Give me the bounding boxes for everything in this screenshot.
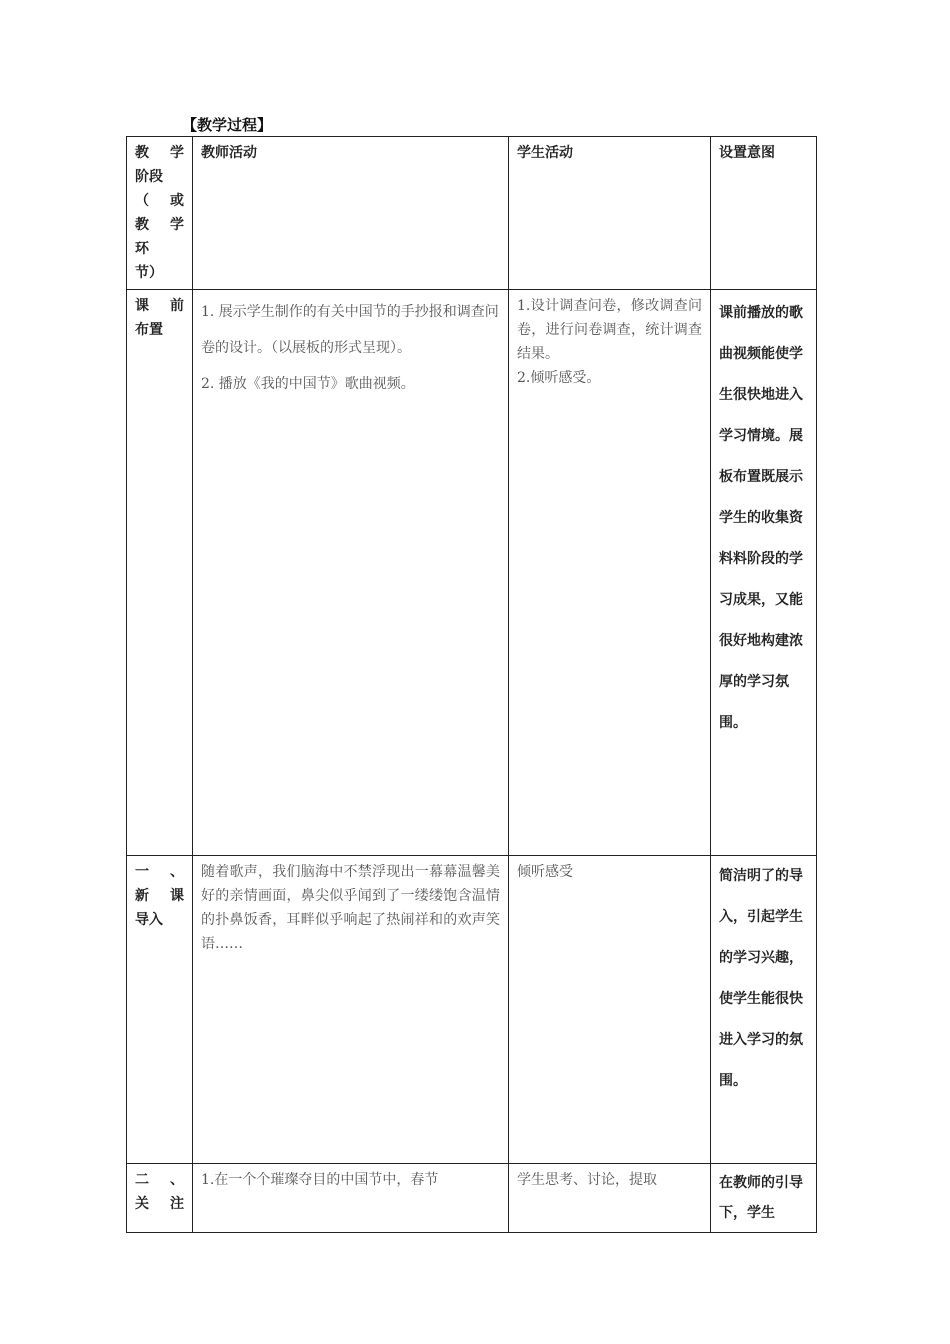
header-stage-line: 教 学: [135, 145, 184, 161]
header-stage-cell: [127, 137, 193, 290]
header-teacher: 教师活动: [193, 137, 509, 290]
table-header-row: [127, 137, 817, 290]
teacher-activity-item: 2. 播放《我的中国节》歌曲视频。: [201, 376, 415, 392]
student-activity-item: 1.设计调查问卷，修改调查问卷，进行问卷调查，统计调查结果。: [517, 298, 702, 362]
intent-cell: 在教师的引导下，学生: [711, 1164, 817, 1233]
student-activity-cell: [509, 290, 711, 856]
header-stage-line: 阶段: [135, 169, 163, 185]
student-activity-cell: 倾听感受: [509, 856, 711, 1164]
intent-cell: 课前播放的歌曲视频能使学生很快地进入学习情境。展板布置既展示学生的收集资料料阶段的学习成果，又能很好地构建浓厚的学习氛围。: [711, 290, 817, 856]
stage-line: 一 、: [135, 864, 184, 880]
intent-cell: 简洁明了的导入，引起学生的学习兴趣，使学生能很快进入学习的氛围。: [711, 856, 817, 1164]
stage-cell: [127, 290, 193, 856]
section-title: 【教学过程】: [182, 116, 273, 134]
teacher-activity-cell: 1.在一个个璀璨夺目的中国节中，春节: [193, 1164, 509, 1233]
teacher-activity-cell: [193, 290, 509, 856]
stage-line: 布置: [135, 322, 163, 338]
student-activity-cell: 学生思考、讨论，提取: [509, 1164, 711, 1233]
table-row: [127, 1164, 817, 1233]
stage-line: 关 注: [135, 1196, 184, 1212]
teacher-activity-cell: 随着歌声，我们脑海中不禁浮现出一幕幕温馨美好的亲情画面，鼻尖似乎闻到了一缕缕饱含温情的扑鼻饭香，耳畔似乎响起了热闹祥和的欢声笑语……: [193, 856, 509, 1164]
header-student: 学生活动: [509, 137, 711, 290]
stage-cell: [127, 856, 193, 1164]
stage-line: 新 课: [135, 888, 184, 904]
stage-line: 课 前: [135, 298, 184, 314]
table-row: [127, 290, 817, 856]
header-stage-line: 教 学: [135, 217, 184, 233]
header-stage-line: 节）: [135, 265, 163, 281]
table-row: [127, 856, 817, 1164]
header-stage-line: （ 或: [135, 193, 184, 209]
teaching-process-table: [126, 136, 817, 1233]
stage-cell: [127, 1164, 193, 1233]
header-intent: 设置意图: [711, 137, 817, 290]
teacher-activity-item: 1. 展示学生制作的有关中国节的手抄报和调查问卷的设计。（以展板的形式呈现）。: [201, 304, 499, 356]
stage-line: 二 、: [135, 1172, 184, 1188]
student-activity-item: 2.倾听感受。: [517, 370, 601, 386]
header-stage-line: 环: [135, 241, 149, 257]
stage-line: 导入: [135, 912, 163, 928]
